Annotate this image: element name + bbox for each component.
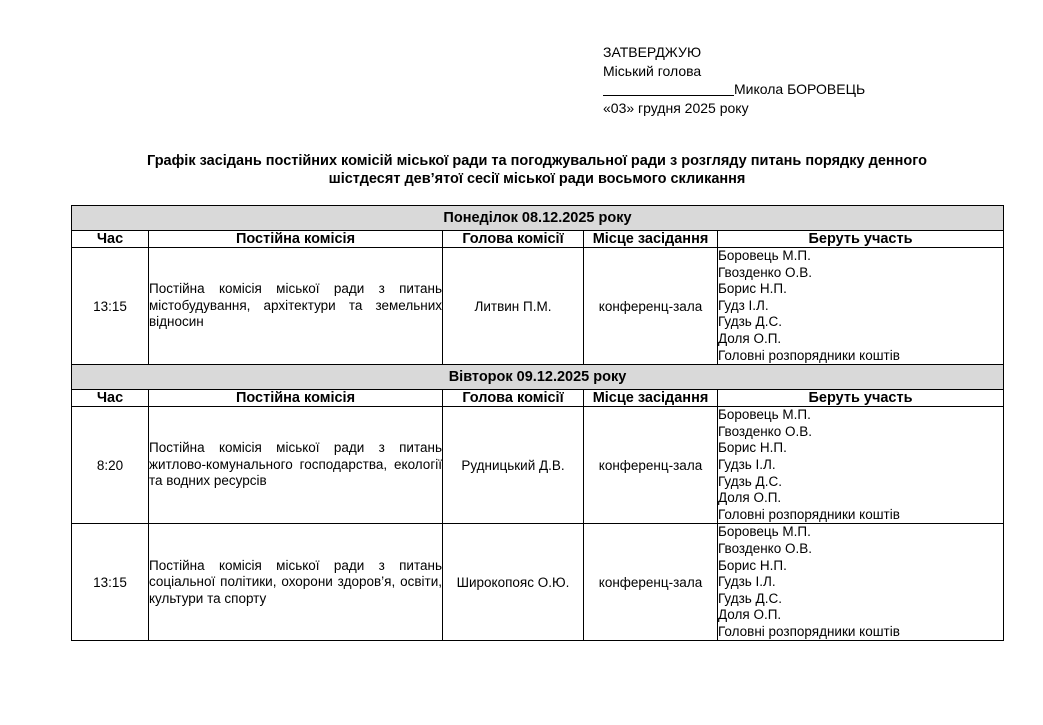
participant: Головні розпорядники коштів xyxy=(718,506,900,522)
column-header-head: Голова комісії xyxy=(443,231,584,248)
column-header-place: Місце засідання xyxy=(584,231,718,248)
meeting-time: 13:15 xyxy=(72,248,149,365)
approval-date: «03» грудня 2025 року xyxy=(603,99,749,116)
participant: Доля О.П. xyxy=(718,490,782,506)
header-row xyxy=(72,231,1004,248)
column-header-place: Місце засідання xyxy=(584,390,718,407)
participant: Гудзь Д.С. xyxy=(718,314,782,330)
column-header-time: Час xyxy=(72,231,149,248)
meeting-row xyxy=(72,248,1004,365)
participant: Борис Н.П. xyxy=(718,557,787,573)
meeting-row xyxy=(72,524,1004,641)
document-title xyxy=(72,152,1002,188)
participant: Доля О.П. xyxy=(718,330,782,346)
title-line-2: шістдесят дев’ятої сесії міської ради восьмого скликання xyxy=(328,171,746,187)
schedule-table xyxy=(71,205,1004,641)
participant: Гудзь І.Л. xyxy=(718,456,776,472)
meeting-time: 13:15 xyxy=(72,524,149,641)
participant: Гудз І.Л. xyxy=(718,297,769,313)
participant: Борис Н.П. xyxy=(718,440,787,456)
participant: Гудзь Д.С. xyxy=(718,473,782,489)
meeting-time: 8:20 xyxy=(72,407,149,524)
participant: Гвозденко О.В. xyxy=(718,264,812,280)
schedule-body xyxy=(72,206,1004,641)
participant: Головні розпорядники коштів xyxy=(718,623,900,639)
meeting-head: Широкопояс О.Ю. xyxy=(443,524,584,641)
meeting-commission: Постійна комісія міської ради з питань містобудування, архітектури та земельних відносин xyxy=(149,248,443,365)
day-row xyxy=(72,206,1004,231)
participant: Головні розпорядники коштів xyxy=(718,347,900,363)
day-label: Вівторок 09.12.2025 року xyxy=(72,365,1004,390)
column-header-head: Голова комісії xyxy=(443,390,584,407)
approval-block xyxy=(603,43,865,117)
meeting-commission: Постійна комісія міської ради з питань соціальної політики, охорони здоров’я, освіти, культури та спорту xyxy=(149,524,443,641)
column-header-commission: Постійна комісія xyxy=(149,390,443,407)
participant: Борис Н.П. xyxy=(718,281,787,297)
participant: Гудзь І.Л. xyxy=(718,574,776,590)
participant: Боровець М.П. xyxy=(718,248,811,263)
meeting-participants xyxy=(718,407,1004,524)
column-header-participants: Беруть участь xyxy=(718,390,1004,407)
meeting-head: Литвин П.М. xyxy=(443,248,584,365)
meeting-place: конференц-зала xyxy=(584,524,718,641)
approver-position: Міський голова xyxy=(603,62,702,79)
signature-underline xyxy=(603,81,734,96)
meeting-participants xyxy=(718,248,1004,365)
participant: Боровець М.П. xyxy=(718,524,811,540)
column-header-participants: Беруть участь xyxy=(718,231,1004,248)
day-row xyxy=(72,365,1004,390)
participant: Гудзь Д.С. xyxy=(718,590,782,606)
title-line-1: Графік засідань постійних комісій міської ради та погоджувальної ради з розгляду питань порядку денного xyxy=(147,153,927,169)
meeting-place: конференц-зала xyxy=(584,248,718,365)
meeting-participants xyxy=(718,524,1004,641)
signature-line xyxy=(603,80,865,99)
participant: Гвозденко О.В. xyxy=(718,540,812,556)
participant: Гвозденко О.В. xyxy=(718,423,812,439)
participant: Боровець М.П. xyxy=(718,407,811,423)
column-header-time: Час xyxy=(72,390,149,407)
meeting-row xyxy=(72,407,1004,524)
participant: Доля О.П. xyxy=(718,607,782,623)
header-row xyxy=(72,390,1004,407)
approval-heading: ЗАТВЕРДЖУЮ xyxy=(603,44,702,60)
signer-name: Микола БОРОВЕЦЬ xyxy=(734,81,866,97)
meeting-commission: Постійна комісія міської ради з питань житлово-комунального господарства, екології та водних ресурсів xyxy=(149,407,443,524)
column-header-commission: Постійна комісія xyxy=(149,231,443,248)
meeting-place: конференц-зала xyxy=(584,407,718,524)
meeting-head: Рудницький Д.В. xyxy=(443,407,584,524)
day-label: Понеділок 08.12.2025 року xyxy=(72,206,1004,231)
